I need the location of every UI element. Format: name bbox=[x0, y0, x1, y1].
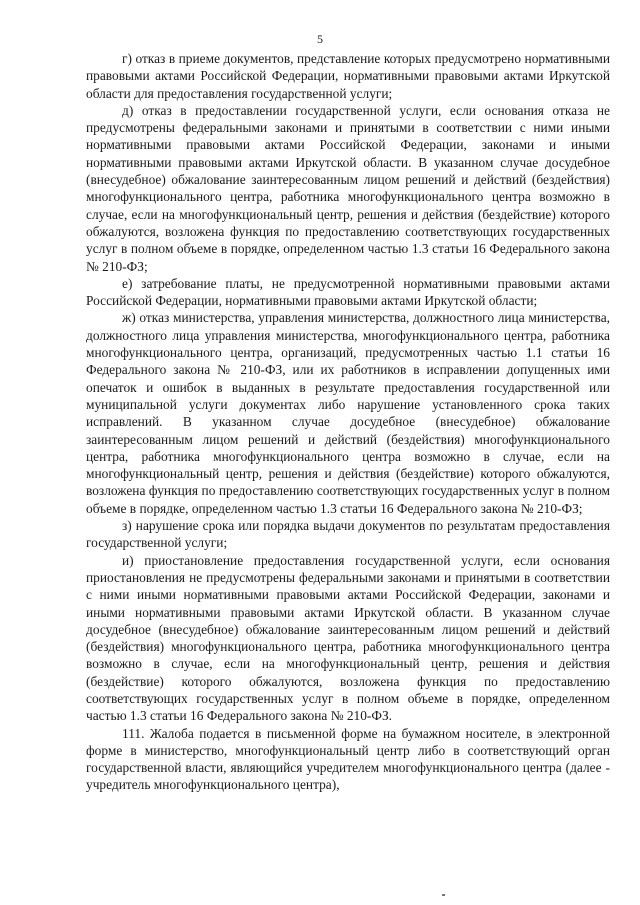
document-body bbox=[86, 50, 610, 794]
paragraph-i: и) приостановление предоставления государственной услуги, если основания приостановления не предусмотрены федеральными законами и принятыми в соответствии с ними иными нормативными правовыми актами Российской Федерации, законами и иными нормативными правовыми актами Иркутской области. В указанном случае досудебное (внесудебное) обжалование заинтересованным лицом решений и действий (бездействия) многофункционального центра, работника многофункционального центра возможно в случае, если на многофункциональный центр, решения и действия (бездействие) которого обжалуются, возложена функция по предоставлению соответствующих государственных услуг в полном объеме в порядке, определенном частью 1.3 статьи 16 Федерального закона № 210-ФЗ. bbox=[86, 552, 610, 724]
scan-artifact bbox=[442, 894, 445, 896]
paragraph-z: з) нарушение срока или порядка выдачи документов по результатам предоставления государственной услуги; bbox=[86, 518, 610, 551]
paragraph-g: г) отказ в приеме документов, представление которых предусмотрено нормативными правовыми актами Российской Федерации, нормативными правовыми актами Иркутской области для предоставления государственной услуги; bbox=[86, 51, 610, 101]
page-number: 5 bbox=[317, 32, 323, 46]
paragraph-d: д) отказ в предоставлении государственной услуги, если основания отказа не предусмотрены федеральными законами и принятыми в соответствии с ними иными нормативными правовыми актами Российской Федерации, законами и иными нормативными правовыми актами Иркутской области. В указанном случае досудебное (внесудебное) обжалование заинтересованным лицом решений и действий (бездействия) многофункционального центра, работника многофункционального центра возможно в случае, если на многофункциональный центр, решения и действия (бездействие) которого обжалуются, возложена функция по предоставлению соответствующих государственных услуг в полном объеме в порядке, определенном частью 1.3 статьи 16 Федерального закона № 210-ФЗ; bbox=[86, 102, 610, 274]
paragraph-zh: ж) отказ министерства, управления министерства, должностного лица министерства, должностного лица управления министерства, многофункционального центра, работника многофункционального центра, организаций, предусмотренных частью 1.1 статьи 16 Федерального закона № 210-ФЗ, или их работников в исправлении допущенных ими опечаток и ошибок в выданных в результате предоставления государственной или муниципальной услуги документах либо нарушение установленного срока таких исправлений. В указанном случае досудебное (внесудебное) обжалование заинтересованным лицом решений и действий (бездействия) многофункционального центра, работника многофункционального центра возможно в случае, если на многофункциональный центр, решения и действия (бездействие) которого обжалуются, возложена функция по предоставлению соответствующих государственных услуг в полном объеме в порядке, определенном частью 1.3 статьи 16 Федерального закона № 210-ФЗ; bbox=[86, 310, 610, 516]
paragraph-111: 111. Жалоба подается в письменной форме на бумажном носителе, в электронной форме в министерство, многофункциональный центр либо в соответствующий орган государственной власти, являющийся учредителем многофункционального центра (далее - учредитель многофункционального центра), bbox=[86, 725, 610, 793]
paragraph-e: е) затребование платы, не предусмотренной нормативными правовыми актами Российской Федерации, нормативными правовыми актами Иркутской области; bbox=[86, 275, 610, 309]
